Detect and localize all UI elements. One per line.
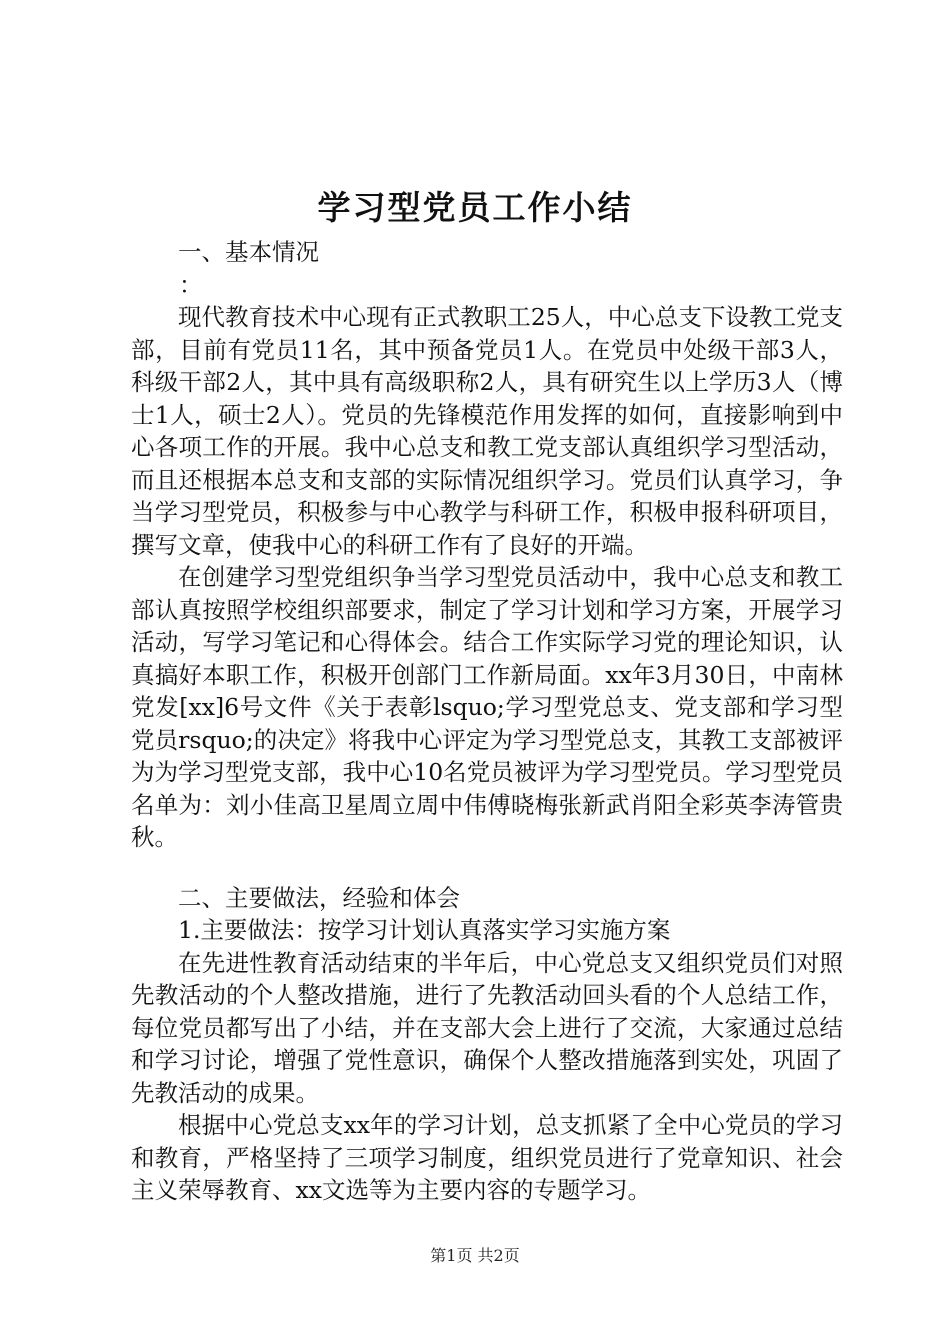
section-heading-main-practices: 二、主要做法，经验和体会 <box>178 883 460 912</box>
section-colon: ： <box>179 270 203 299</box>
paragraph-review-summary: 在先进性教育活动结束的半年后，中心党总支又组织党员们对照先教活动的个人整改措施，进行了先教活动回头看的个人总结工作，每位党员都写出了小结，并在支部大会上进行了交流，大家通过总结和学习讨论，增强了党性意识，确保个人整改措施落到实处，巩固了先教活动的成果。 <box>131 948 843 1107</box>
document-body <box>131 236 843 1207</box>
document-title: 学习型党员工作小结 <box>317 188 633 227</box>
paragraph-study-plan: 根据中心党总支xx年的学习计划，总支抓紧了全中心党员的学习和教育，严格坚持了三项学习制度，组织党员进行了党章知识、社会主义荣辱教育、xx文选等为主要内容的专题学习。 <box>131 1111 843 1204</box>
page-number-footer: 第1页 共2页 <box>430 1246 520 1265</box>
paragraph-spacer <box>131 854 843 882</box>
section-heading-basic-situation: 一、基本情况 <box>178 238 319 266</box>
subsection-heading-practices: 1.主要做法：按学习计划认真落实学习实施方案 <box>178 916 671 944</box>
paragraph-learning-activity: 在创建学习型党组织争当学习型党员活动中，我中心总支和教工部认真按照学校组织部要求，制定了学习计划和学习方案，开展学习活动，写学习笔记和心得体会。结合工作实际学习党的理论知识，认真搞好本职工作，积极开创部门工作新局面。xx年3月30日，中南林党发[xx]6号文件《关于表彰lsquo;学习型党总支、党支部和学习型党员rsquo;的决定》将我中心评定为学习型党总支，其教工支部被评为为学习型党支部，我中心10名党员被评为学习型党员。学习型党员名单为：刘小佳高卫星周立周中伟傅晓梅张新武肖阳全彩英李涛管贵秋。 <box>131 563 843 851</box>
paragraph-center-overview: 现代教育技术中心现有正式教职工25人，中心总支下设教工党支部，目前有党员11名，其中预备党员1人。在党员中处级干部3人，科级干部2人，其中具有高级职称2人，具有研究生以上学历3人（博士1人，硕士2人）。党员的先锋模范作用发挥的如何，直接影响到中心各项工作的开展。我中心总支和教工党支部认真组织学习型活动，而且还根据本总支和支部的实际情况组织学习。党员们认真学习，争当学习型党员，积极参与中心教学与科研工作，积极申报科研项目，撰写文章，使我中心的科研工作有了良好的开端。 <box>131 303 843 559</box>
